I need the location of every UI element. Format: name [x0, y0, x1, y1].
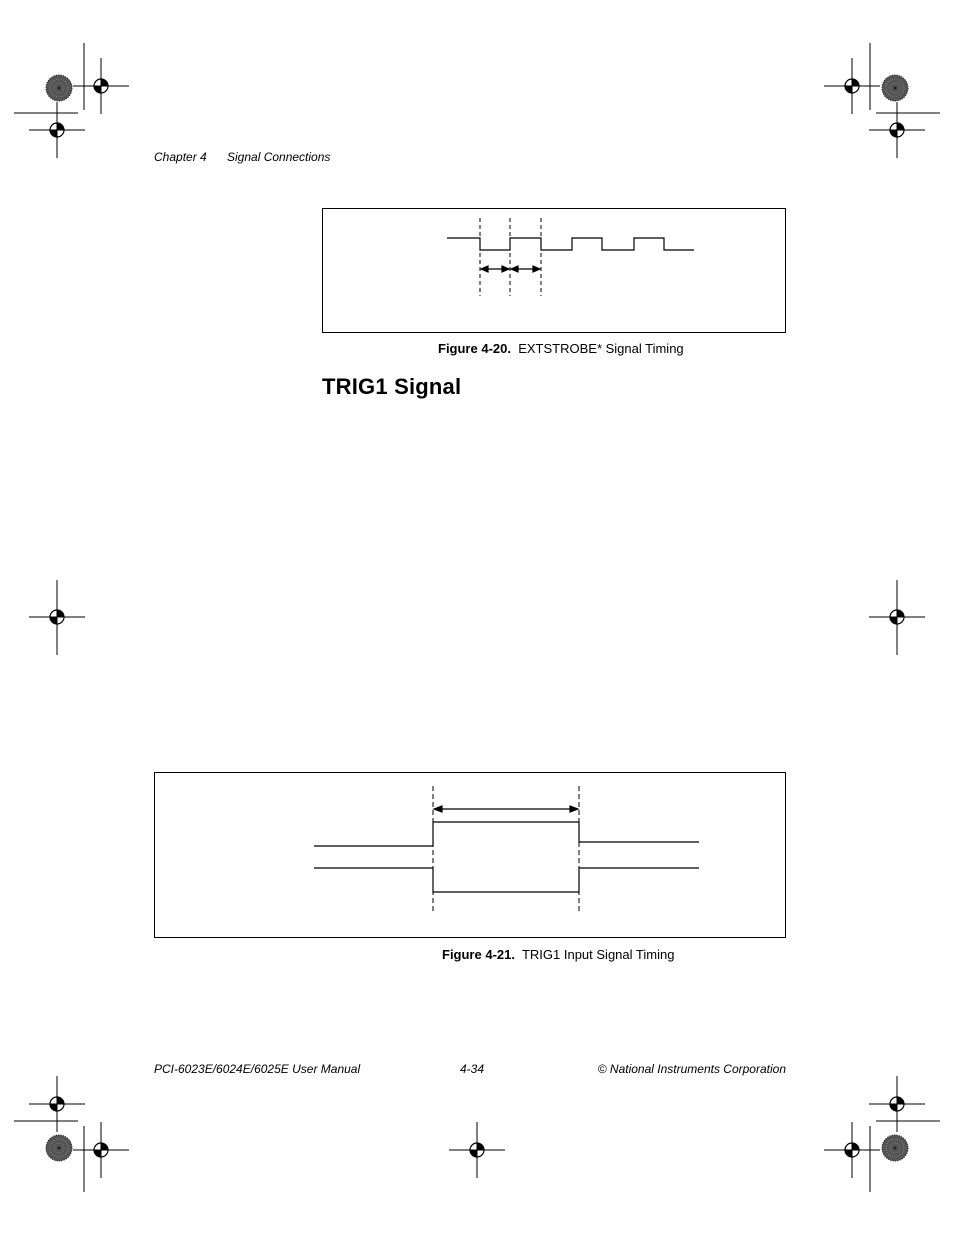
footer-manual-title: PCI-6023E/6024E/6025E User Manual [154, 1062, 361, 1076]
duration-arrow-2 [511, 266, 540, 272]
extstrobe-timing-diagram [322, 208, 786, 333]
crosshair-mark-right-upper [869, 102, 925, 158]
trig1-waveform-lower [314, 868, 699, 892]
header-chapter: Chapter 4 [154, 150, 207, 164]
figure-4-20-caption [438, 341, 684, 356]
crosshair-mark-top-left [73, 58, 129, 114]
starburst-mark-top-right [882, 75, 908, 101]
crosshair-mark-left-upper [29, 102, 85, 158]
figure-4-21-title: TRIG1 Input Signal Timing [521, 947, 675, 962]
duration-arrow-1 [481, 266, 509, 272]
footer-copyright: © National Instruments Corporation [597, 1062, 786, 1076]
figure-4-21-frame [154, 772, 786, 938]
trig1-waveform-upper [314, 822, 699, 846]
figure-4-20-title: EXTSTROBE* Signal Timing [518, 341, 684, 356]
figure-4-20-number: Figure 4-20. [438, 341, 511, 356]
crosshair-mark-bottom-left [73, 1122, 129, 1178]
crosshair-mark-top-right [824, 58, 880, 114]
trig1-timing-diagram [154, 772, 786, 938]
figure-4-21-caption [442, 947, 674, 962]
starburst-mark-bottom-right [882, 1135, 908, 1161]
starburst-mark-top-left [46, 75, 72, 101]
figure-4-20-frame [322, 208, 786, 333]
crosshair-mark-bottom-right [824, 1122, 880, 1178]
section-title: TRIG1 Signal [322, 374, 462, 399]
crosshair-mark-right-lower [869, 1076, 925, 1132]
starburst-mark-bottom-left [46, 1135, 72, 1161]
crosshair-mark-bottom-center [449, 1122, 505, 1178]
figure-4-21-number: Figure 4-21. [442, 947, 515, 962]
crosshair-mark-left-lower [29, 1076, 85, 1132]
pulse-width-arrow [434, 806, 578, 812]
header-section: Signal Connections [227, 150, 331, 164]
extstrobe-waveform [447, 238, 694, 250]
footer-page-number: 4-34 [460, 1062, 485, 1076]
